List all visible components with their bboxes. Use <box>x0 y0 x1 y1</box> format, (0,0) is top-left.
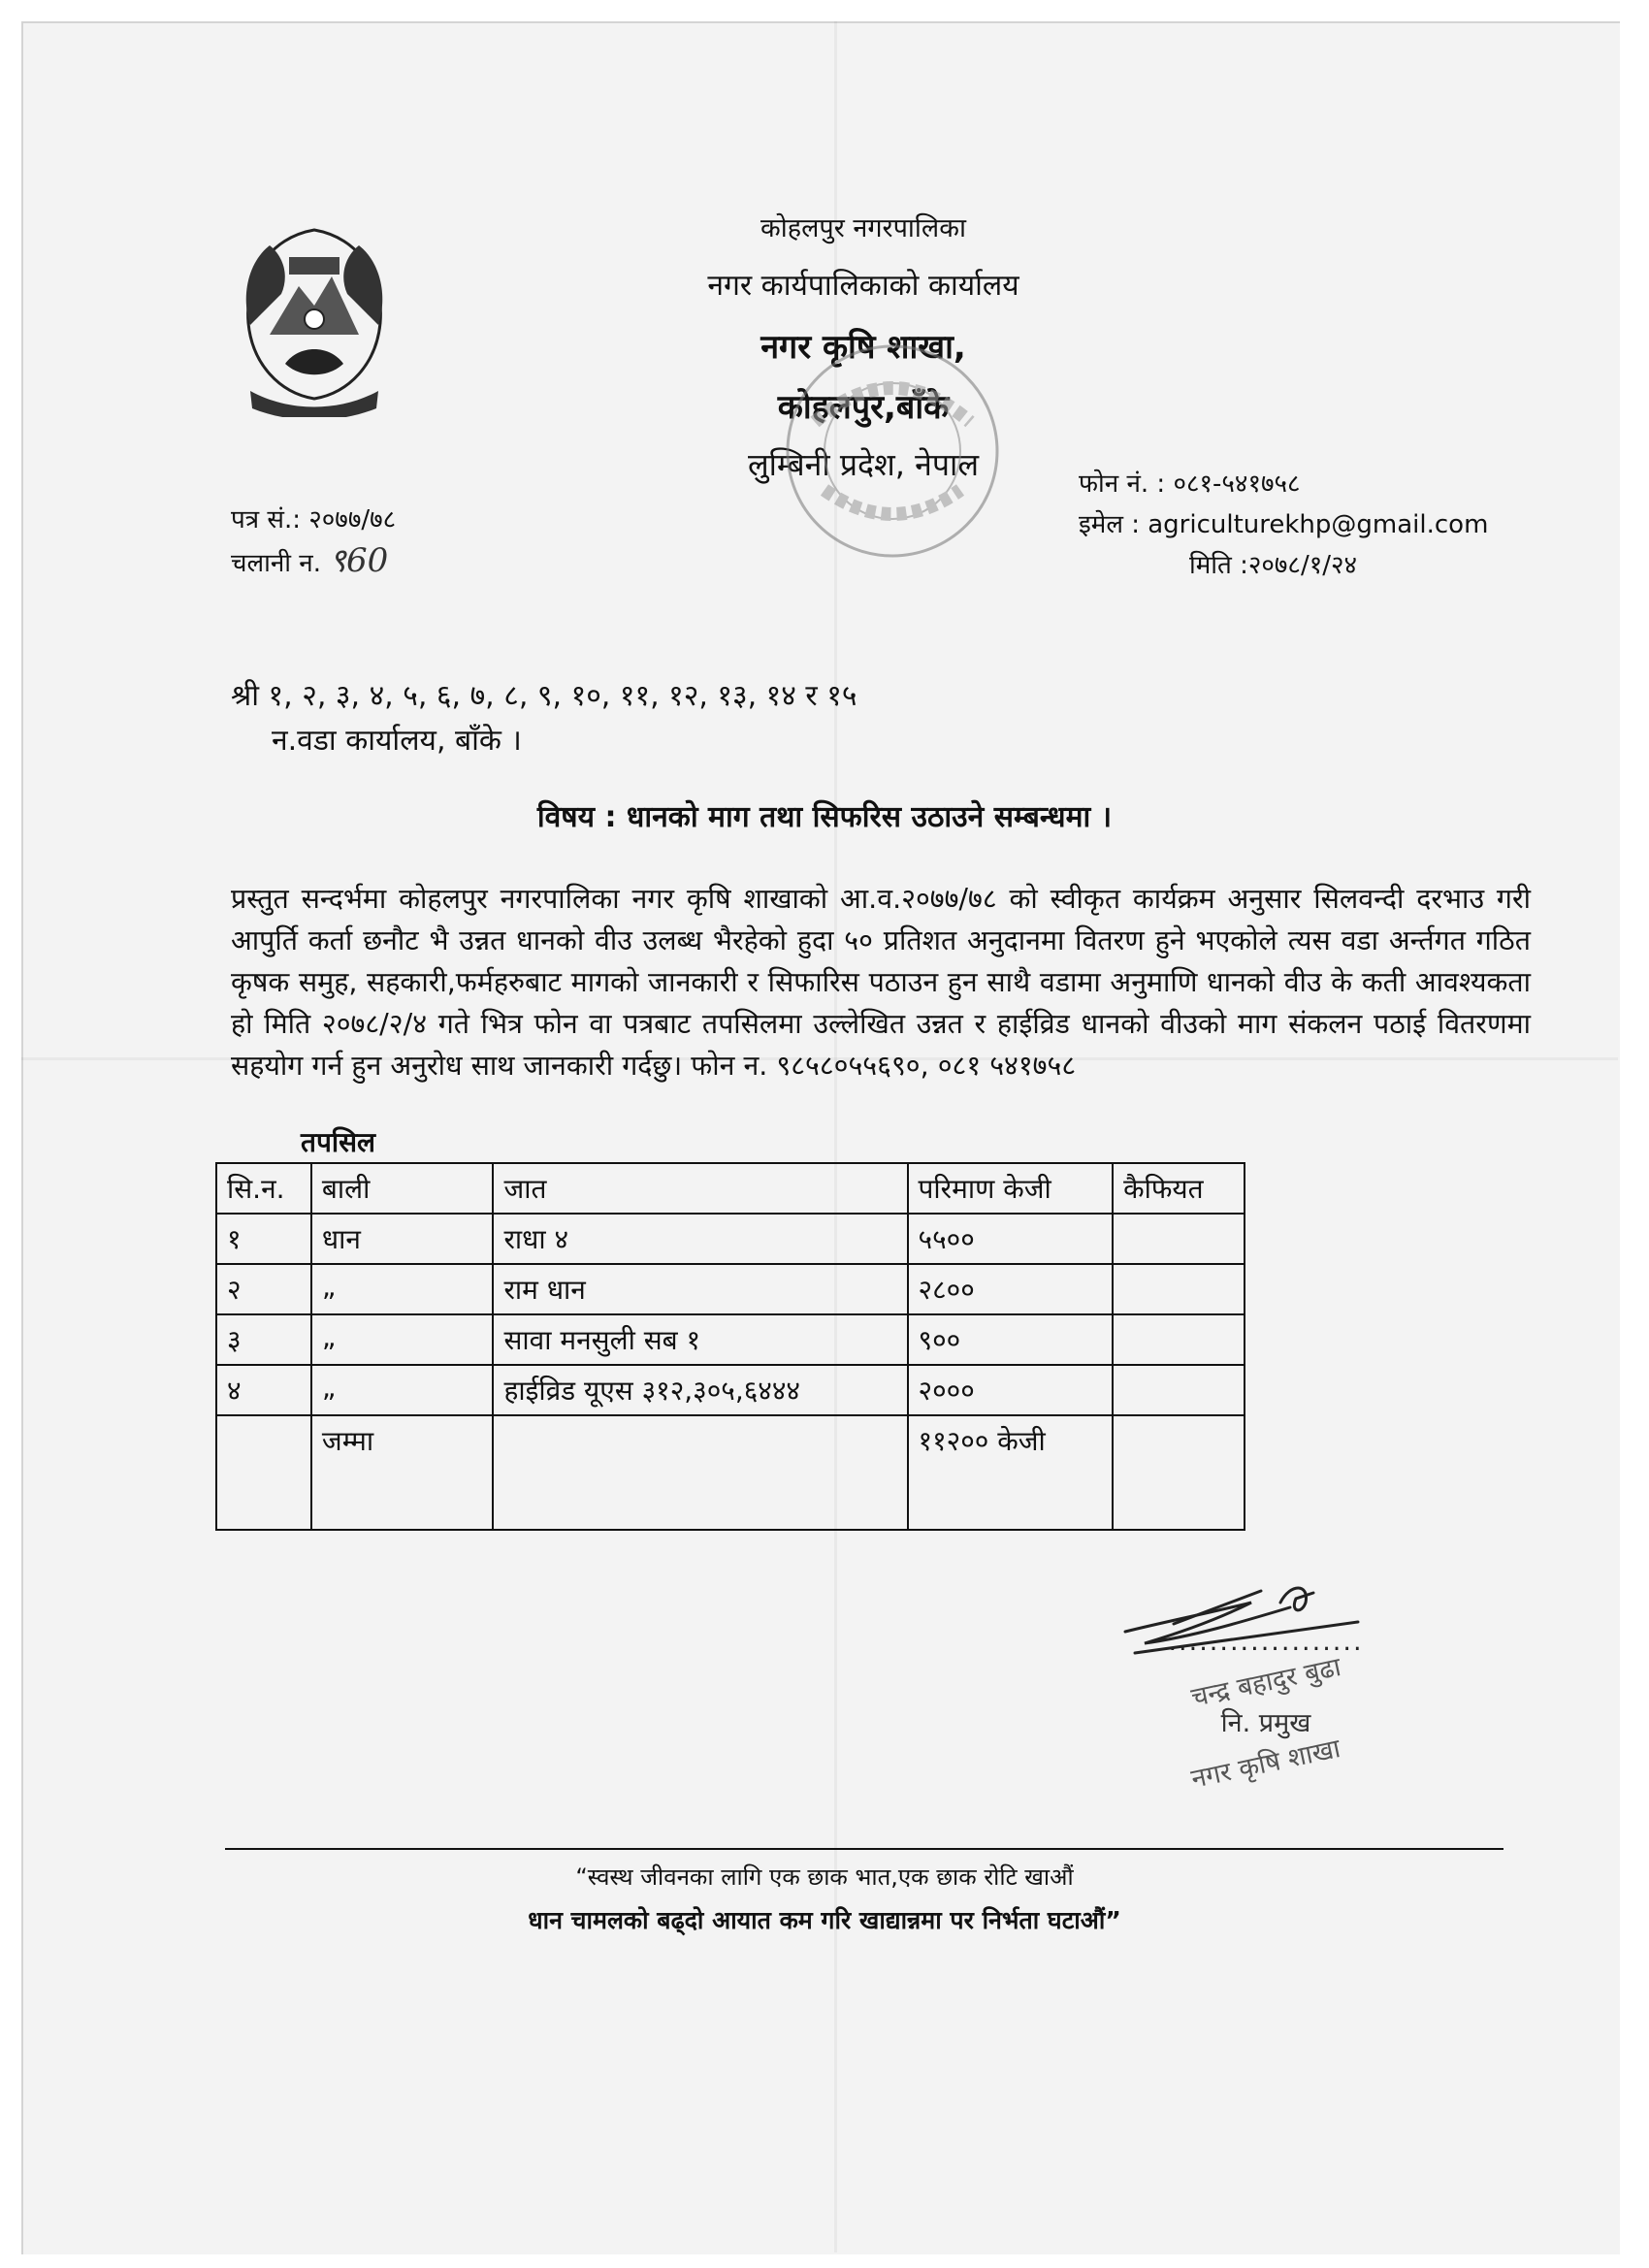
table-row <box>216 1264 1245 1314</box>
total-value: ११२०० केजी <box>908 1415 1114 1530</box>
email-address: agriculturekhp@gmail.com <box>1148 510 1489 539</box>
cell-serial: २ <box>216 1264 311 1314</box>
cell-crop: धान <box>311 1214 494 1264</box>
letter-number-label: पत्र सं.: <box>231 505 301 535</box>
cell-serial: ३ <box>216 1314 311 1365</box>
footer-slogan-line2: धान चामलको बढ्दो आयात कम गरि खाद्यान्नमा पर निर्भता घटाऔं” <box>528 1906 1121 1934</box>
signatory-name: चन्द्र बहादुर बुढा <box>1188 1652 1343 1713</box>
signatory-office: नगर कृषि शाखा <box>1188 1733 1343 1795</box>
reference-block <box>231 500 396 584</box>
table-row <box>216 1314 1245 1365</box>
signatory-title: नि. प्रमुख <box>1220 1708 1311 1738</box>
dispatch-number-row <box>231 540 396 584</box>
cell-quantity: २८०० <box>908 1264 1114 1314</box>
letter-number-value: २०७७/७८ <box>308 505 397 535</box>
header-variety: जात <box>493 1163 907 1214</box>
cell-remarks <box>1113 1365 1245 1415</box>
contact-block <box>1079 464 1488 586</box>
dispatch-number-label: चलानी न. <box>231 549 321 578</box>
dispatch-number-value: ९60 <box>329 541 389 580</box>
municipality-name: कोहलपुर नगरपालिका <box>760 213 966 243</box>
recipient-wards: श्री १, २, ३, ४, ५, ६, ७, ८, ९, १०, ११, १२, १३, १४ र १५ <box>231 679 857 713</box>
cell-quantity: २००० <box>908 1365 1114 1415</box>
province-country: लुम्बिनी प्रदेश, नेपाल <box>747 446 980 483</box>
header-serial: सि.न. <box>216 1163 311 1214</box>
body-paragraph: प्रस्तुत सन्दर्भमा कोहलपुर नगरपालिका नगर कृषि शाखाको आ.व.२०७७/७८ को स्वीकृत कार्यक्रम अनुसार सिलवन्दी दरभाउ गरी आपुर्ति कर्ता छनौट भै उन्नत धानको वीउ उलब्ध भैरहेको हुदा ५० प्रतिशत अनुदानमा वितरण हुने भएकोले त्यस वडा अर्न्तगत गठित कृषक समुह, सहकारी,फर्महरुबाट मागको जानकारी र सिफारिस पठाउन हुन साथै वडामा अनुमाणि धानको वीउ के कती आवश्यकता हो मिति २०७८/२/४ गते भित्र फोन वा पत्रबाट तपसिलमा उल्लेखित उन्नत र हाईव्रिड धानको वीउको माग संकलन पठाई वितरणमा सहयोग गर्न हुन अनुरोध साथ जानकारी गर्दछु। फोन न. ९८५८०५५६९०, ०८१ ५४१७५८ <box>231 883 1531 1082</box>
email-label: इमेल : <box>1079 510 1140 539</box>
table-title: तपसिल <box>301 1126 376 1158</box>
government-emblem-logo <box>231 218 398 417</box>
cell-remarks <box>1113 1264 1245 1314</box>
cell-serial: ४ <box>216 1365 311 1415</box>
cell-crop: „ <box>311 1365 494 1415</box>
cell-remarks <box>1113 1314 1245 1365</box>
cell-quantity: ५५०० <box>908 1214 1114 1264</box>
table-total-row <box>216 1415 1245 1530</box>
letter-body <box>231 878 1531 1086</box>
recipient-block <box>231 674 857 763</box>
cell-variety: हाईव्रिड यूएस ३१२,३०५,६४४४ <box>493 1365 907 1415</box>
seed-demand-table <box>215 1162 1245 1531</box>
footer-slogan-line1: “स्वस्थ जीवनका लागि एक छाक भात,एक छाक रोटि खाऔं <box>575 1863 1074 1891</box>
cell-crop: „ <box>311 1314 494 1365</box>
cell-quantity: ९०० <box>908 1314 1114 1365</box>
table-row <box>216 1214 1245 1264</box>
signatory-block <box>1106 1622 1426 1795</box>
branch-name: नगर कृषि शाखा, <box>760 328 966 367</box>
cell-variety: सावा मनसुली सब १ <box>493 1314 907 1365</box>
cell-variety: राधा ४ <box>493 1214 907 1264</box>
cell-variety: राम धान <box>493 1264 907 1314</box>
office-name: नगर कार्यपालिकाको कार्यालय <box>707 269 1019 303</box>
table-header-row <box>216 1163 1245 1214</box>
header-quantity: परिमाण केजी <box>908 1163 1114 1214</box>
signature-line: ................... <box>1168 1627 1364 1657</box>
footer-divider <box>225 1848 1504 1850</box>
subject-line: विषय : धानको माग तथा सिफरिस उठाउने सम्बन्धमा । <box>536 800 1113 834</box>
cell-remarks <box>1113 1214 1245 1264</box>
cell-serial: १ <box>216 1214 311 1264</box>
recipient-office: न.वडा कार्यालय, बाँके । <box>272 724 522 758</box>
header-crop: बाली <box>311 1163 494 1214</box>
letter-number-row <box>231 500 396 540</box>
branch-location: कोहलपुर,बाँके <box>777 388 950 427</box>
email-row <box>1079 504 1488 545</box>
cell-serial <box>216 1415 311 1530</box>
cell-variety <box>493 1415 907 1530</box>
cell-remarks <box>1113 1415 1245 1530</box>
phone-number: फोन नं. : ०८१-५४१७५८ <box>1079 470 1301 499</box>
total-label: जम्मा <box>311 1415 494 1530</box>
header-remarks: कैफियत <box>1113 1163 1245 1214</box>
date-row <box>1079 545 1488 586</box>
letterhead <box>621 209 1106 485</box>
table-row <box>216 1365 1245 1415</box>
date-value: २०७८/१/२४ <box>1247 551 1358 580</box>
date-label: मिति : <box>1189 551 1248 580</box>
cell-crop: „ <box>311 1264 494 1314</box>
